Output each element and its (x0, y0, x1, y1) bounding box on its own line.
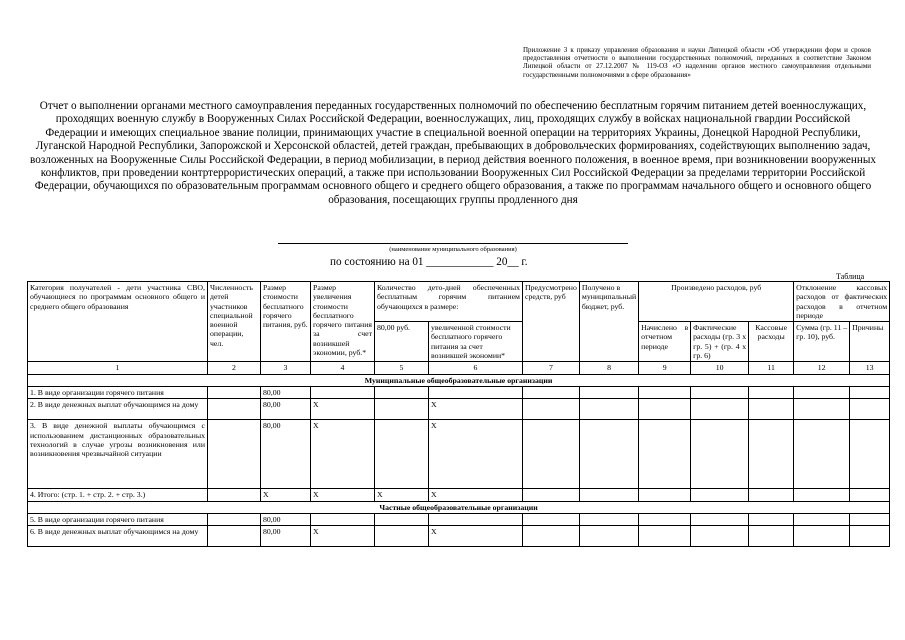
cell[interactable]: 80,00 (261, 399, 311, 420)
header-category: Категория получателей - дети участника СВО, обучающиеся по программам основного общего и среднего общего образования (28, 282, 208, 362)
table-row (28, 386, 890, 398)
column-numbers-row (28, 362, 890, 374)
municipality-line (278, 243, 628, 244)
cell[interactable] (639, 489, 691, 501)
cell[interactable] (691, 386, 749, 398)
section-municipal-row (28, 374, 890, 386)
cell[interactable] (208, 513, 261, 525)
cell[interactable] (639, 513, 691, 525)
cell[interactable] (794, 513, 850, 525)
cell[interactable] (794, 386, 850, 398)
header-row-1 (28, 282, 890, 322)
header-planned: Предусмотрено средств, руб (523, 282, 580, 362)
cell: X (311, 399, 375, 420)
annex-note: Приложение 3 к приказу управления образования и науки Липецкой области «Об утверждении форм и сроков предоставления отчетности о выполнении государственных полномочий, переданных в соответствие Законом Липецкой области от 27.12.2007 № 119-ОЗ «О наделении органов местного самоуправления отдельными государственными полномочиями в сфере образования» (523, 46, 871, 79)
cell[interactable] (208, 420, 261, 489)
cell: X (429, 420, 523, 489)
col-num: 12 (794, 362, 850, 374)
cell[interactable] (311, 386, 375, 398)
cell[interactable]: 80,00 (261, 513, 311, 525)
cell[interactable] (208, 399, 261, 420)
col-num: 6 (429, 362, 523, 374)
cell[interactable] (749, 420, 794, 489)
col-num: 2 (208, 362, 261, 374)
cell[interactable]: 80,00 (261, 386, 311, 398)
header-increased-cost: увеличенной стоимости бесплатного горячего питания за счет возникшей экономии* (429, 322, 523, 362)
cell[interactable] (208, 386, 261, 398)
header-cost-increase: Размер увеличения стоимости бесплатного горячего питания за счет возникшей экономии, руб.* (311, 282, 375, 362)
row-label: 1. В виде организации горячего питания (28, 386, 208, 398)
header-sum: Сумма (гр. 11 – гр. 10), руб. (794, 322, 850, 362)
cell[interactable] (639, 526, 691, 547)
header-count: Численность детей участников специальной военной операции, чел. (208, 282, 261, 362)
cell[interactable] (579, 526, 638, 547)
row-label: 4. Итого: (стр. 1. + стр. 2. + стр. 3.) (28, 489, 208, 501)
cell[interactable] (850, 489, 890, 501)
cell[interactable] (749, 513, 794, 525)
col-num: 8 (579, 362, 638, 374)
cell[interactable]: 80,00 (261, 526, 311, 547)
header-reasons: Причины (850, 322, 890, 362)
cell[interactable] (749, 489, 794, 501)
cell: X (261, 489, 311, 501)
col-num: 4 (311, 362, 375, 374)
header-child-days: Количество дето-дней обеспеченных бесплатным горячим питанием обучающихся в размере: (375, 282, 523, 322)
cell[interactable] (523, 386, 580, 398)
cell[interactable] (691, 399, 749, 420)
state-date-line: по состоянию на 01 ____________ 20__ г. (330, 256, 528, 268)
table-row (28, 489, 890, 501)
row-label: 6. В виде денежных выплат обучающимся на дому (28, 526, 208, 547)
col-num: 3 (261, 362, 311, 374)
cell[interactable] (794, 526, 850, 547)
cell[interactable] (523, 526, 580, 547)
cell[interactable] (208, 489, 261, 501)
cell[interactable] (850, 513, 890, 525)
cell[interactable] (579, 420, 638, 489)
cell: X (429, 489, 523, 501)
cell[interactable] (850, 526, 890, 547)
cell[interactable] (208, 526, 261, 547)
cell[interactable] (850, 420, 890, 489)
header-expenses: Произведено расходов, руб (639, 282, 794, 322)
cell[interactable] (794, 420, 850, 489)
table-row (28, 420, 890, 489)
cell[interactable]: 80,00 (261, 420, 311, 489)
table-row (28, 399, 890, 420)
cell[interactable] (375, 399, 429, 420)
cell[interactable] (375, 420, 429, 489)
cell[interactable] (794, 399, 850, 420)
cell[interactable] (691, 526, 749, 547)
cell[interactable] (579, 513, 638, 525)
cell[interactable] (523, 420, 580, 489)
header-actual: Фактические расходы (гр. 3 х гр. 5) + (гр. 4 х гр. 6) (691, 322, 749, 362)
cell[interactable] (794, 489, 850, 501)
cell[interactable] (749, 526, 794, 547)
cell: X (311, 489, 375, 501)
cell[interactable] (375, 513, 429, 525)
section-private: Частные общеобразовательные организации (28, 501, 890, 513)
cell[interactable] (850, 386, 890, 398)
header-cost: Размер стоимости бесплатного горячего питания, руб. (261, 282, 311, 362)
header-cash: Кассовые расходы (749, 322, 794, 362)
cell[interactable] (523, 489, 580, 501)
row-label: 3. В виде денежной выплаты обучающимся с использованием дистанционных образовательных технологий в случае угрозы возникновения или возникновения чрезвычайной ситуации (28, 420, 208, 489)
col-num: 9 (639, 362, 691, 374)
cell[interactable] (639, 399, 691, 420)
cell[interactable] (579, 386, 638, 398)
col-num: 1 (28, 362, 208, 374)
cell[interactable] (691, 513, 749, 525)
header-received: Получено в муниципальный бюджет, руб. (579, 282, 638, 362)
section-private-row (28, 501, 890, 513)
col-num: 5 (375, 362, 429, 374)
cell[interactable] (375, 386, 429, 398)
report-table (27, 281, 890, 547)
section-municipal: Муниципальные общеобразовательные организации (28, 374, 890, 386)
cell: X (429, 526, 523, 547)
header-80-rub: 80,00 руб. (375, 322, 429, 362)
table-row (28, 526, 890, 547)
col-num: 7 (523, 362, 580, 374)
header-accrued: Начислено в отчетном периоде (639, 322, 691, 362)
cell[interactable] (639, 386, 691, 398)
cell: X (429, 399, 523, 420)
cell[interactable] (523, 399, 580, 420)
cell: X (311, 526, 375, 547)
municipality-caption: (наименование муниципального образования) (389, 246, 517, 253)
table-row (28, 513, 890, 525)
cell: X (311, 420, 375, 489)
cell: X (375, 489, 429, 501)
cell[interactable] (691, 489, 749, 501)
row-label: 2. В виде денежных выплат обучающимся на дому (28, 399, 208, 420)
cell[interactable] (375, 526, 429, 547)
cell[interactable] (523, 513, 580, 525)
cell[interactable] (429, 386, 523, 398)
row-label: 5. В виде организации горячего питания (28, 513, 208, 525)
cell[interactable] (579, 489, 638, 501)
col-num: 13 (850, 362, 890, 374)
cell[interactable] (691, 420, 749, 489)
cell[interactable] (311, 513, 375, 525)
col-num: 11 (749, 362, 794, 374)
cell[interactable] (429, 513, 523, 525)
cell[interactable] (579, 399, 638, 420)
report-title: Отчет о выполнении органами местного самоуправления переданных государственных полномочий по обеспечению бесплатным горячим питанием детей военнослужащих, проходящих военную службу в Вооруженных Силах Российской Федерации, военнослужащих, лиц, проходящих службу в войсках национальной гвардии Российской Федерации и имеющих специальное звание полиции, принимающих участие в специальной военной операции на территориях Украины, Донецкой Народной Республики, Луганской Народной Республики, Запорожской и Херсонской областей, детей граждан, пребывающих в добровольческих формированиях, содействующих выполнению задач, возложенных на Вооруженные Силы Российской Федерации, в период мобилизации, в период действия военного положения, в военное время, при возникновении вооруженных конфликтов, при проведении контртеррористических операций, а также при использовании Вооруженных Сил Российской Федерации за пределами территории Российской Федерации, обучающихся по образовательным программам основного общего и среднего общего образования, а также по программам начального общего и основного общего образования, посещающих группы продленного дня (30, 100, 876, 206)
table-label: Таблица (836, 272, 865, 281)
cell[interactable] (639, 420, 691, 489)
header-deviation: Отклонение кассовых расходов от фактических расходов в отчетном периоде (794, 282, 890, 322)
cell[interactable] (850, 399, 890, 420)
cell[interactable] (749, 386, 794, 398)
col-num: 10 (691, 362, 749, 374)
cell[interactable] (749, 399, 794, 420)
